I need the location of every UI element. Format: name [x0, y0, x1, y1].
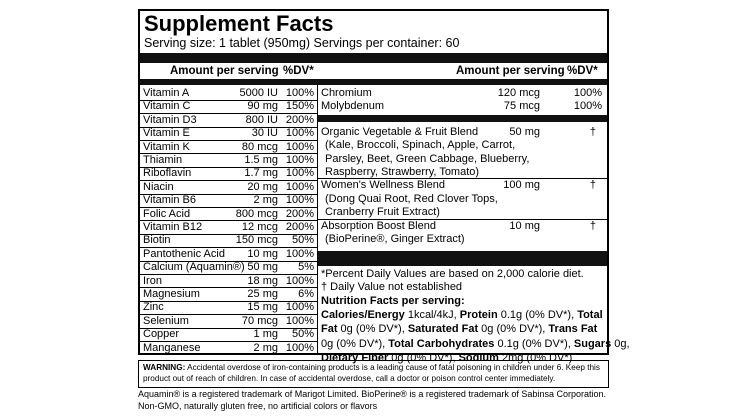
nutrient-name: Vitamin D3 [143, 113, 197, 126]
nutrient-dv: 200% [285, 113, 314, 126]
nutrient-name: Vitamin K [143, 140, 190, 153]
dagger-footnote: † Daily Value not established [321, 281, 463, 293]
nutrient-name: Biotin [143, 234, 171, 247]
nf-text: Sugars [573, 337, 612, 350]
blend-ingredients: (Dong Quai Root, Red Clover Tops, [325, 192, 498, 205]
nutrient-dv: 100% [285, 87, 314, 99]
serving-info: Serving size: 1 tablet (950mg) Servings per container: 60 [144, 36, 460, 50]
nutrient-name: Zinc [143, 301, 164, 314]
nutrient-dv: 100% [285, 180, 314, 193]
nutrient-amount: 5000 IU [239, 87, 278, 99]
nutrient-amount: 1.7 mg [244, 167, 278, 180]
left-dv-header: %DV* [283, 65, 314, 77]
nutrition-facts [321, 294, 630, 365]
nf-text: 2mg (0% DV*) [498, 351, 573, 364]
mineral-name: Molybdenum [321, 100, 384, 113]
mineral-name: Chromium [321, 87, 372, 99]
nutrient-dv: 100% [285, 301, 314, 314]
nutrient-name: Vitamin C [143, 100, 191, 113]
nutrient-dv: 50% [291, 328, 314, 341]
blend-dv: † [589, 219, 596, 232]
right-amount-header: Amount per serving [456, 65, 565, 77]
mineral-dv: 100% [573, 87, 602, 99]
nutrient-name: Iron [143, 274, 162, 287]
nf-text: 0.1g (0% DV*), [494, 337, 574, 350]
nf-text: Total Carbohydrates [388, 337, 495, 350]
mineral-amount: 120 mcg [497, 87, 540, 99]
nutrient-name: Pantothenic Acid [143, 247, 225, 260]
nf-text: Fat [321, 323, 338, 336]
nutrient-dv: 100% [285, 274, 314, 287]
notes-bar [318, 251, 607, 266]
nutrient-name: Folic Acid [143, 207, 191, 220]
mineral-dv: 100% [573, 100, 602, 113]
nf-text: 1kcal/4kJ, [404, 309, 460, 322]
nutrient-amount: 10 mg [247, 247, 278, 260]
dv-footnote: *Percent Daily Values are based on 2,000 calorie diet. [321, 268, 584, 280]
panel-title: Supplement Facts [144, 11, 334, 36]
nutrient-dv: 100% [285, 154, 314, 166]
blend-amount: 100 mg [503, 179, 540, 192]
nutrient-dv: 100% [285, 140, 314, 153]
nutrient-dv: 100% [285, 167, 314, 180]
nutrient-amount: 90 mg [247, 100, 278, 113]
supplement-facts-panel [138, 9, 630, 364]
column-header-bar [140, 79, 607, 85]
nutrient-name: Riboflavin [143, 167, 192, 180]
blend-ingredients: Cranberry Fruit Extract) [325, 206, 440, 219]
blend-ingredients: Raspberry, Strawberry, Tomato) [325, 166, 480, 178]
warning-label: WARNING: [143, 363, 186, 372]
warning-text: Accidental overdose of iron-containing products is a leading cause of fatal poisoning in children under 6. Keep this product out of reach of children. In case of accidental overdose, call a doctor or poison control center immediately. [143, 363, 600, 383]
nutrient-amount: 800 IU [245, 113, 278, 126]
nutrient-dv: 6% [298, 288, 314, 300]
nutrient-dv: 200% [285, 221, 314, 233]
blend-amount: 50 mg [509, 125, 540, 138]
nutrient-name: Thiamin [143, 154, 183, 166]
nutrient-dv: 200% [285, 207, 314, 220]
nutrient-amount: 2 mg [253, 194, 278, 207]
nutrient-dv: 150% [285, 100, 314, 113]
nutrient-name: Manganese [143, 341, 201, 354]
nutrient-amount: 1.5 mg [244, 154, 278, 166]
nf-text: 0g, [611, 337, 630, 350]
nutrient-dv: 50% [291, 234, 314, 247]
blend-amount: 10 mg [509, 219, 540, 232]
iron-warning [138, 360, 609, 388]
nf-text: Sodium [458, 351, 499, 364]
nutrient-dv: 5% [298, 261, 314, 274]
nutrient-dv: 100% [285, 127, 314, 140]
blend-ingredients: (Kale, Broccoli, Spinach, Apple, Carrot, [325, 139, 516, 152]
blend-dv: † [589, 179, 596, 192]
nutrient-name: Calcium (Aquamin®) [143, 261, 245, 274]
nutrient-name: Vitamin B6 [143, 194, 196, 207]
header-bar [140, 53, 607, 63]
blend-ingredients: Parsley, Beet, Green Cabbage, Blueberry, [325, 152, 530, 165]
nf-text: Saturated Fat [407, 323, 479, 336]
nf-text: 0g (0% DV*), [321, 337, 389, 350]
nutrient-amount: 1 mg [253, 328, 278, 341]
blend-dv: † [589, 125, 596, 138]
nutrient-dv: 100% [285, 247, 314, 260]
nf-text: Calories/Energy [321, 309, 405, 322]
nutrient-name: Magnesium [143, 288, 200, 300]
blend-ingredients: (BioPerine®, Ginger Extract) [325, 233, 465, 245]
mineral-amount: 75 mcg [503, 100, 540, 113]
left-amount-header: Amount per serving [170, 65, 279, 77]
nutrient-amount: 800 mcg [235, 207, 278, 220]
nutrient-amount: 15 mg [247, 301, 278, 314]
nf-text: 0g (0% DV*), [478, 323, 549, 336]
nutrient-name: Vitamin B12 [143, 221, 203, 233]
nutrient-dv: 100% [285, 314, 314, 327]
nutrient-name: Selenium [143, 314, 189, 327]
nutrition-heading: Nutrition Facts per serving: [321, 295, 465, 307]
nf-text: 0g (0% DV*), [337, 323, 408, 336]
right-dv-header: %DV* [567, 65, 598, 77]
blend-name: Women's Wellness Blend [321, 179, 445, 192]
nutrient-amount: 18 mg [247, 274, 278, 287]
blend-name: Organic Vegetable & Fruit Blend [321, 125, 479, 138]
blend-name: Absorption Boost Blend [321, 219, 436, 232]
nutrient-name: Niacin [143, 180, 174, 193]
nf-text: Total [577, 309, 603, 322]
nutrient-name: Vitamin A [143, 87, 190, 99]
nutrient-amount: 20 mg [247, 180, 278, 193]
nutrient-amount: 70 mcg [241, 314, 278, 327]
nutrient-amount: 30 IU [251, 127, 278, 140]
nutrient-amount: 2 mg [253, 341, 278, 354]
trademark-footer: Aquamin® is a registered trademark of Marigot Limited. BioPerine® is a registered trademark of Sabinsa Corporation. Non-GMO, naturally gluten free, no artificial colors or flavors [138, 389, 606, 411]
nf-text: 0g (0% DV*), [388, 351, 459, 364]
nutrient-amount: 12 mcg [241, 221, 278, 233]
nutrient-name: Vitamin E [143, 127, 190, 140]
nf-text: Trans Fat [548, 323, 598, 336]
nutrient-dv: 100% [285, 341, 314, 354]
nutrient-amount: 80 mcg [241, 140, 278, 153]
nf-text: Protein [459, 309, 498, 322]
nutrient-amount: 25 mg [247, 288, 278, 300]
nutrient-amount: 150 mcg [235, 234, 278, 247]
blend-bar [318, 115, 607, 122]
nf-text: Dietary Fiber [321, 351, 389, 364]
nutrient-amount: 50 mg [247, 261, 278, 274]
nf-text: 0.1g (0% DV*), [497, 309, 578, 322]
nutrient-dv: 100% [285, 194, 314, 207]
nutrient-name: Copper [143, 328, 180, 341]
